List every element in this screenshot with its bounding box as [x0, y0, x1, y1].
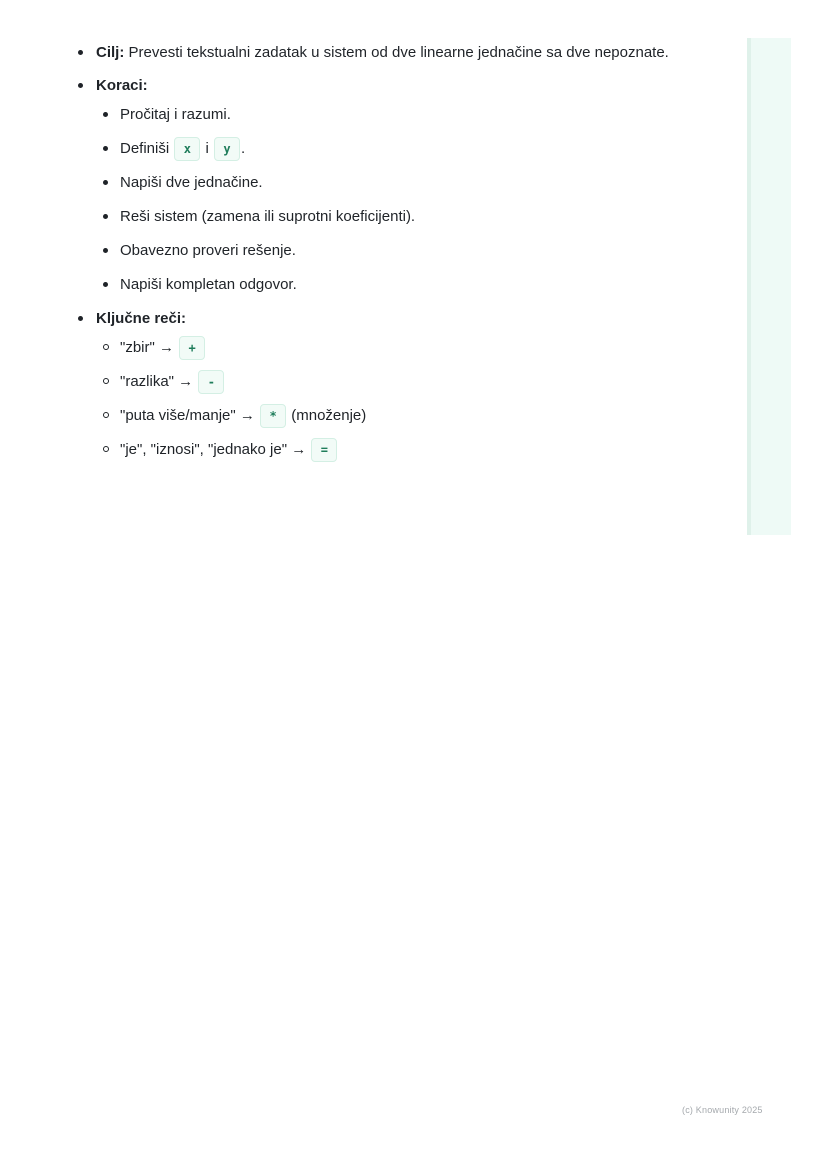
- steps-item: [76, 73, 736, 297]
- operator-code: +: [179, 336, 205, 360]
- step-item: [96, 272, 736, 297]
- keywords-item: [76, 306, 736, 462]
- variable-x-code: x: [174, 137, 200, 161]
- goal-text: Prevesti tekstualni zadatak u sistem od dve linearne jednačine sa dve nepoznate.: [128, 44, 669, 61]
- keywords-list: [96, 335, 736, 462]
- step-item: [96, 238, 736, 263]
- step-punctuation: .: [241, 140, 246, 157]
- keyword-text: "razlika" →: [120, 373, 194, 391]
- keyword-text: "zbir" →: [120, 339, 174, 357]
- keyword-note: (množenje): [291, 407, 367, 425]
- step-text: Pročitaj i razumi.: [120, 106, 231, 123]
- keyword-item: [96, 369, 736, 394]
- main-list: [76, 40, 736, 462]
- keyword-item: [96, 437, 736, 462]
- step-connector: i: [205, 140, 209, 157]
- keyword-text: "puta više/manje" →: [120, 407, 255, 425]
- steps-list: [96, 102, 736, 297]
- keywords-label: Ključne reči:: [96, 310, 187, 328]
- variable-y-code: y: [214, 137, 240, 161]
- keyword-item: [96, 403, 736, 428]
- step-text: Napiši kompletan odgovor.: [120, 276, 297, 294]
- operator-code: -: [198, 370, 224, 394]
- step-text: Obavezno proveri rešenje.: [120, 242, 296, 260]
- content: [76, 40, 736, 471]
- step-item: [96, 102, 736, 127]
- side-note-panel: [747, 38, 791, 535]
- operator-code: *: [260, 404, 286, 428]
- step-item: [96, 204, 736, 229]
- goal-label: Cilj:: [96, 44, 125, 61]
- steps-label: Koraci:: [96, 77, 148, 94]
- keyword-item: [96, 335, 736, 360]
- goal-item: [76, 40, 736, 65]
- step-text: Reši sistem (zamena ili suprotni koeficijenti).: [120, 208, 416, 226]
- step-item: [96, 170, 736, 195]
- copyright-footer: (c) Knowunity 2025: [682, 1105, 763, 1115]
- operator-code: =: [311, 438, 337, 462]
- step-text: Napiši dve jednačine.: [120, 174, 263, 192]
- keyword-text: "je", "iznosi", "jednako je" →: [120, 441, 307, 459]
- step-text: Definiši: [120, 140, 170, 157]
- step-item: [96, 136, 736, 161]
